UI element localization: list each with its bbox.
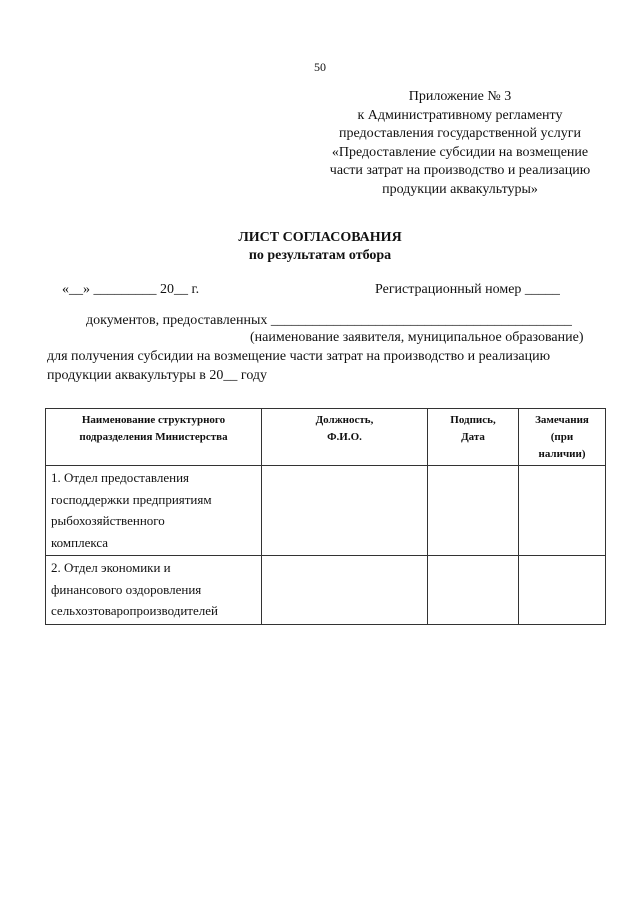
registration-number-field: Регистрационный номер _____ bbox=[375, 282, 560, 297]
appendix-line: предоставления государственной услуги bbox=[339, 126, 581, 141]
table-row bbox=[46, 466, 606, 556]
date-field: «__» _________ 20__ г. bbox=[62, 282, 200, 297]
table-header-row bbox=[46, 409, 606, 466]
appendix-line: продукции аквакультуры» bbox=[382, 181, 538, 197]
signature-cell bbox=[428, 556, 519, 625]
position-cell bbox=[262, 556, 428, 625]
header-signature: Подпись, Дата bbox=[428, 409, 519, 466]
page-number: 50 bbox=[314, 60, 326, 74]
purpose-line: продукции аквакультуры в 20__ году bbox=[47, 367, 268, 383]
document-title-sub: по результатам отбора bbox=[248, 248, 392, 263]
appendix-line: к Административному регламенту bbox=[357, 107, 563, 123]
header-department: Наименование структурного подразделения Министерства bbox=[46, 409, 262, 466]
header-remarks: Замечания (при наличии) bbox=[519, 409, 606, 466]
signature-cell bbox=[428, 466, 519, 556]
purpose-text bbox=[47, 348, 612, 385]
remarks-cell bbox=[519, 466, 606, 556]
department-cell: 1. Отдел предоставления господдержки предприятиям рыбохозяйственного комплекса bbox=[46, 466, 262, 556]
applicant-hint: (наименование заявителя, муниципальное образование) bbox=[250, 330, 584, 345]
appendix-line: Приложение № 3 bbox=[408, 89, 512, 104]
appendix-line: части затрат на производство и реализацию bbox=[329, 163, 591, 178]
documents-submitted-field: документов, предоставленных ___________________________________________ bbox=[86, 313, 572, 328]
header-position: Должность, Ф.И.О. bbox=[262, 409, 428, 466]
department-cell: 2. Отдел экономики и финансового оздоровления сельхозтоваропроизводителей bbox=[46, 556, 262, 625]
appendix-block bbox=[300, 88, 620, 199]
appendix-line: «Предоставление субсидии на возмещение bbox=[331, 144, 589, 160]
purpose-line: для получения субсидии на возмещение части затрат на производство и реализацию bbox=[47, 349, 551, 364]
document-title bbox=[0, 229, 640, 265]
approval-table bbox=[45, 408, 606, 625]
document-title-main: ЛИСТ СОГЛАСОВАНИЯ bbox=[238, 230, 402, 245]
table-row bbox=[46, 556, 606, 625]
remarks-cell bbox=[519, 556, 606, 625]
position-cell bbox=[262, 466, 428, 556]
